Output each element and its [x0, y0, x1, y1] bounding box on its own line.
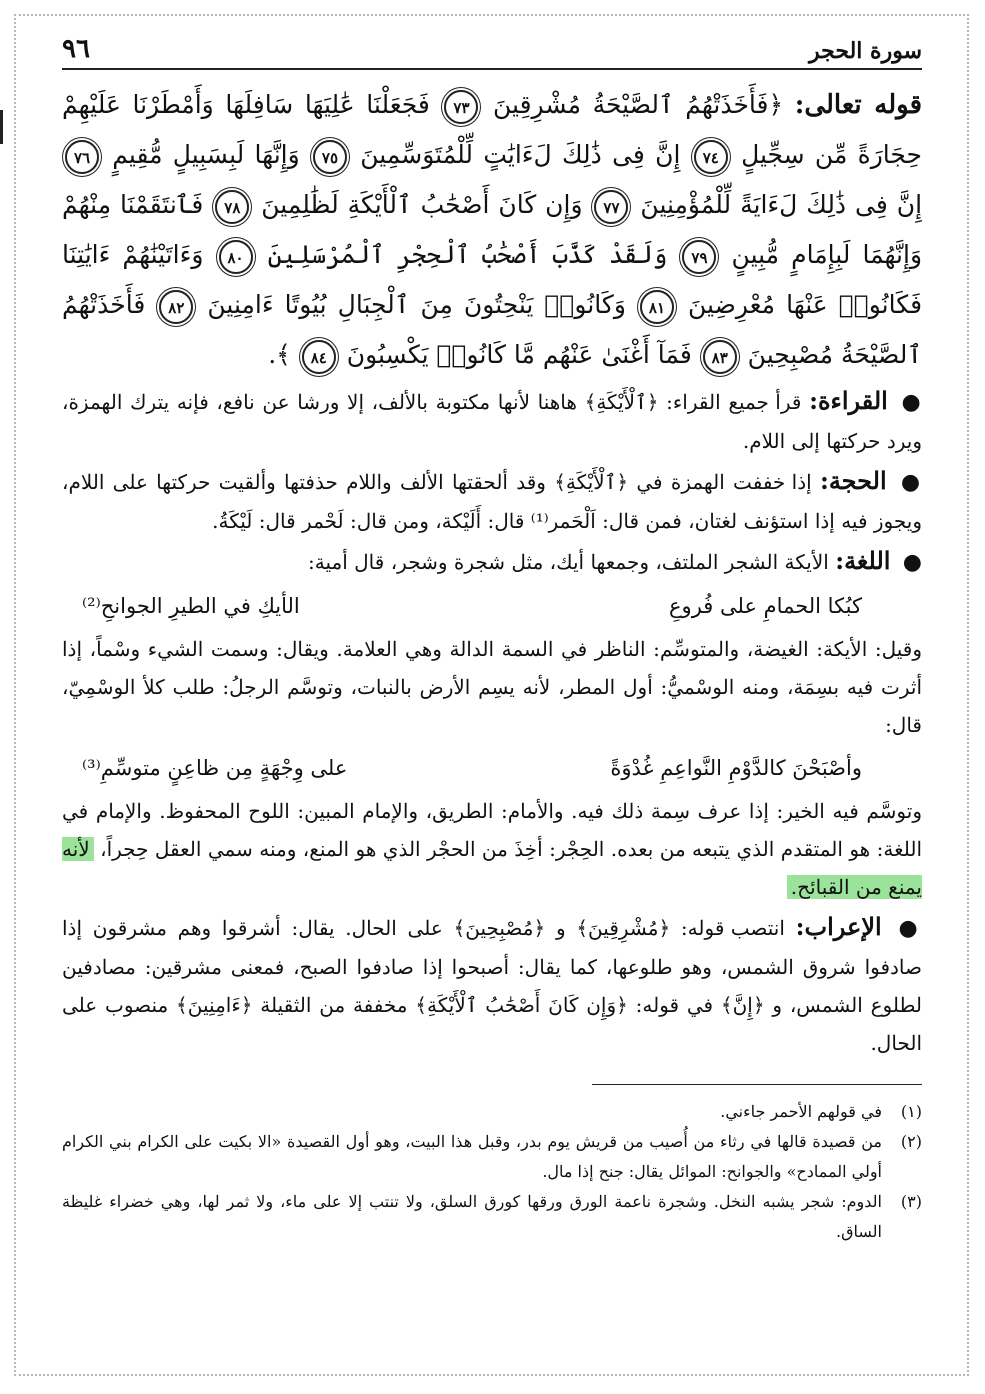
- section-qiraah: [62, 382, 922, 460]
- quran-end-mark: .: [268, 340, 277, 369]
- footnote-item: [62, 1187, 922, 1247]
- poem-verse-2-first-half: وأصْبَحْنَ كالدَّوْمِ النَّواعِمِ غُدْوَةً: [610, 756, 862, 780]
- ayah-number-marker: ٧٦: [65, 140, 99, 174]
- footnote-text: في قولهم الأحمر جاءني.: [720, 1102, 882, 1121]
- footnote-text: الدوم: شجر يشبه النخل. وشجرة ناعمة الورق ورقها كورق السلق، ولا تنتب إلا على ماء، ولا ثمر لها، وهي خضراء غليظة الساق.: [62, 1192, 882, 1241]
- section-irab: [62, 908, 922, 1062]
- surah-title: سورة الحجر: [809, 38, 922, 64]
- ayah-number-marker: ٨٢: [159, 290, 193, 324]
- footnote-divider: [592, 1084, 922, 1085]
- footnote-text: من قصيدة قالها في رثاء من أُصيب من قريش يوم بدر، وقبل هذا البيت، وهو أول القصيدة «الا بكيت على الكرام بني الكرام أولي الممادح» والجوانح: الموائل يقال: جنح إذا مال.: [62, 1132, 883, 1181]
- section-label-irab: الإعراب:: [795, 912, 882, 941]
- ayah-number-marker: ٨٤: [302, 340, 336, 374]
- quran-verse-text: فَأَخَذَتْهُمُ ٱلصَّيْحَةُ مُصْبِحِينَ: [62, 290, 922, 369]
- poem-verse-1-first-half: كبُكا الحمامِ على فُروعِ: [669, 594, 862, 618]
- quran-verse-text: فَمَآ أَغْنَىٰ عَنْهُم مَّا كَانُوا۟ يَكْسِبُونَ: [338, 340, 692, 369]
- highlighted-text: لأنه يمنع من القبائح.: [62, 837, 922, 899]
- ayah-number-marker: ٨١: [640, 290, 674, 324]
- quran-verse-text: وَكَانُوا۟ يَنْحِتُونَ مِنَ ٱلْجِبَالِ بُيُوتًا ءَامِنِينَ: [196, 290, 626, 319]
- section-text-hujjah: إذا خففت الهمزة في ﴿ٱلْأَيْكَةِ﴾ وقد ألحقتها الألف واللام حذفتها وألقيت حركتها على اللام، ويجوز فيه إذا استؤنف لغتان، فمن قال: اَلْحَمر⁽¹⁾ قال: أَلَيْكة، ومن قال: لَحْمر قال: لَيْكَةُ.: [62, 470, 922, 533]
- section-label-qiraah: القراءة:: [809, 386, 888, 415]
- quran-verse-text: إِنَّ فِى ذَٰلِكَ لَءَايَةً لِّلْمُؤْمِنِينَ: [631, 190, 923, 219]
- footnote-number: (٢): [900, 1132, 922, 1151]
- poem-verse-1: [62, 586, 922, 626]
- section-text-qiraah: قرأ جميع القراء: ﴿ٱلْأَيْكَةِ﴾ هاهنا لأنها مكتوبة بالألف، إلا ورشا عن نافع، فإنه يترك الهمزة، ويرد حركتها إلى اللام.: [62, 390, 922, 453]
- quran-lead: قوله تعالى:: [794, 90, 923, 120]
- footnote-item: [62, 1097, 922, 1127]
- quran-verse-text: فَجَعَلْنَا عَٰلِيَهَا سَافِلَهَا وَأَمْطَرْنَا عَلَيْهِمْ حِجَارَةً مِّن سِجِّيلٍ: [62, 90, 922, 169]
- quran-verse-text: وَلَقَدْ كَذَّبَ أَصْحَٰبُ ٱلْحِجْرِ ٱلْمُرْسَلِينَ: [255, 240, 668, 269]
- quran-passage: [62, 80, 922, 380]
- footnote-number: (١): [900, 1102, 922, 1121]
- section-hujjah: [62, 462, 922, 540]
- section-label-lughah: اللغة:: [835, 546, 891, 575]
- section-text-irab: انتصب قوله: ﴿مُشْرِقِينَ﴾ و ﴿مُصْبِحِينَ﴾ على الحال. يقال: أشرقوا وهم مشرقون إذا صادفوا شروق الشمس، وهو طلوعها، كما يقال: أصبحوا إذا صادفوا الصبح، فمعنى مشرقين: مصادفين لطلوع الشمس، و ﴿إِنَّ﴾ في قوله: ﴿وَإِن كَانَ أَصْحَٰبُ ٱلْأَيْكَةِ﴾ مخففة من الثقيلة ﴿ءَامِنِينَ﴾ منصوب على الحال.: [62, 916, 922, 1055]
- quran-verse-text: إِنَّ فِى ذَٰلِكَ لَءَايَٰتٍ لِّلْمُتَوَسِّمِينَ: [349, 140, 681, 169]
- section-lughah-end: [62, 792, 922, 906]
- quran-open-bracket: ﴿: [768, 90, 784, 119]
- ayah-number-marker: ٧٧: [594, 190, 628, 224]
- section-lughah-mid: وقيل: الأيكة: الغيضة، والمتوسِّم: الناظر في السمة الدالة وهي العلامة. ويقال: وسمت الشيء وسْماً، إذا أثرت فيه بسِمَة، ومنه الوسْميُّ: أول المطر، لأنه يسِم الأرض بالنبات، وتوسَّم الرجلُ: طلب كلأ الوسْمِيّ، قال:: [62, 637, 922, 737]
- ayah-number-marker: ٨٠: [219, 240, 253, 274]
- quran-verse-text: وَإِنَّهَا لَبِسَبِيلٍ مُّقِيمٍ: [102, 140, 300, 169]
- section-text-lughah-end: وتوسَّم فيه الخير: إذا عرف سِمة ذلك فيه. والأمام: الطريق، والإمام المبين: اللوح المحفوظ. والإمام في اللغة: هو المتقدم الذي يتبعه من بعده. الحِجْر: أخِذَ من الحجْر الذي هو المنع، ومنه سمي العقل حِجراً،: [62, 799, 923, 861]
- footnotes: [62, 1097, 922, 1247]
- bullet-icon: ●: [898, 916, 923, 941]
- ayah-number-marker: ٧٩: [682, 240, 716, 274]
- section-text-lughah-intro: الأيكة الشجر الملتف، وجمعها أيك، مثل شجرة وشجر، قال أمية:: [308, 550, 829, 574]
- poem-verse-2: [62, 748, 922, 788]
- margin-mark: [0, 110, 3, 144]
- quran-verses: [62, 90, 922, 369]
- page-number: ٩٦: [62, 34, 90, 64]
- quran-close-bracket: ﴾: [276, 340, 291, 369]
- ayah-number-marker: ٧٣: [444, 90, 478, 124]
- ayah-number-marker: ٧٥: [313, 140, 347, 174]
- section-lughah: [62, 542, 922, 582]
- bullet-icon: ●: [900, 470, 923, 495]
- bullet-icon: ●: [902, 550, 922, 575]
- quran-verse-text: فَٱنتَقَمْنَا مِنْهُمْ وَإِنَّهُمَا لَبِإِمَامٍ مُّبِينٍ: [62, 190, 923, 269]
- section-label-hujjah: الحجة:: [819, 466, 887, 495]
- poem-verse-1-second-half: الأيكِ في الطيرِ الجوانحِ⁽²⁾: [82, 594, 300, 618]
- quran-verse-text: وَإِن كَانَ أَصْحَٰبُ ٱلْأَيْكَةِ لَظَٰلِمِينَ: [252, 190, 583, 219]
- footnote-number: (٣): [900, 1192, 922, 1211]
- poem-verse-2-second-half: على وِجْهَةٍ مِن ظاعِنٍ متوسِّمِ⁽³⁾: [82, 756, 348, 780]
- quran-verse-text: فَأَخَذَتْهُمُ ٱلصَّيْحَةُ مُشْرِقِينَ: [481, 90, 769, 119]
- bullet-icon: ●: [901, 390, 922, 415]
- ayah-number-marker: ٧٨: [215, 190, 249, 224]
- page-content: [62, 30, 922, 1247]
- ayah-number-marker: ٨٣: [703, 340, 737, 374]
- footnote-item: [62, 1127, 922, 1187]
- ayah-number-marker: ٧٤: [694, 140, 728, 174]
- page-header: [62, 30, 922, 70]
- quran-verse-text: وَءَاتَيْنَٰهُمْ ءَايَٰتِنَا فَكَانُوا۟ عَنْهَا مُعْرِضِينَ: [62, 240, 923, 319]
